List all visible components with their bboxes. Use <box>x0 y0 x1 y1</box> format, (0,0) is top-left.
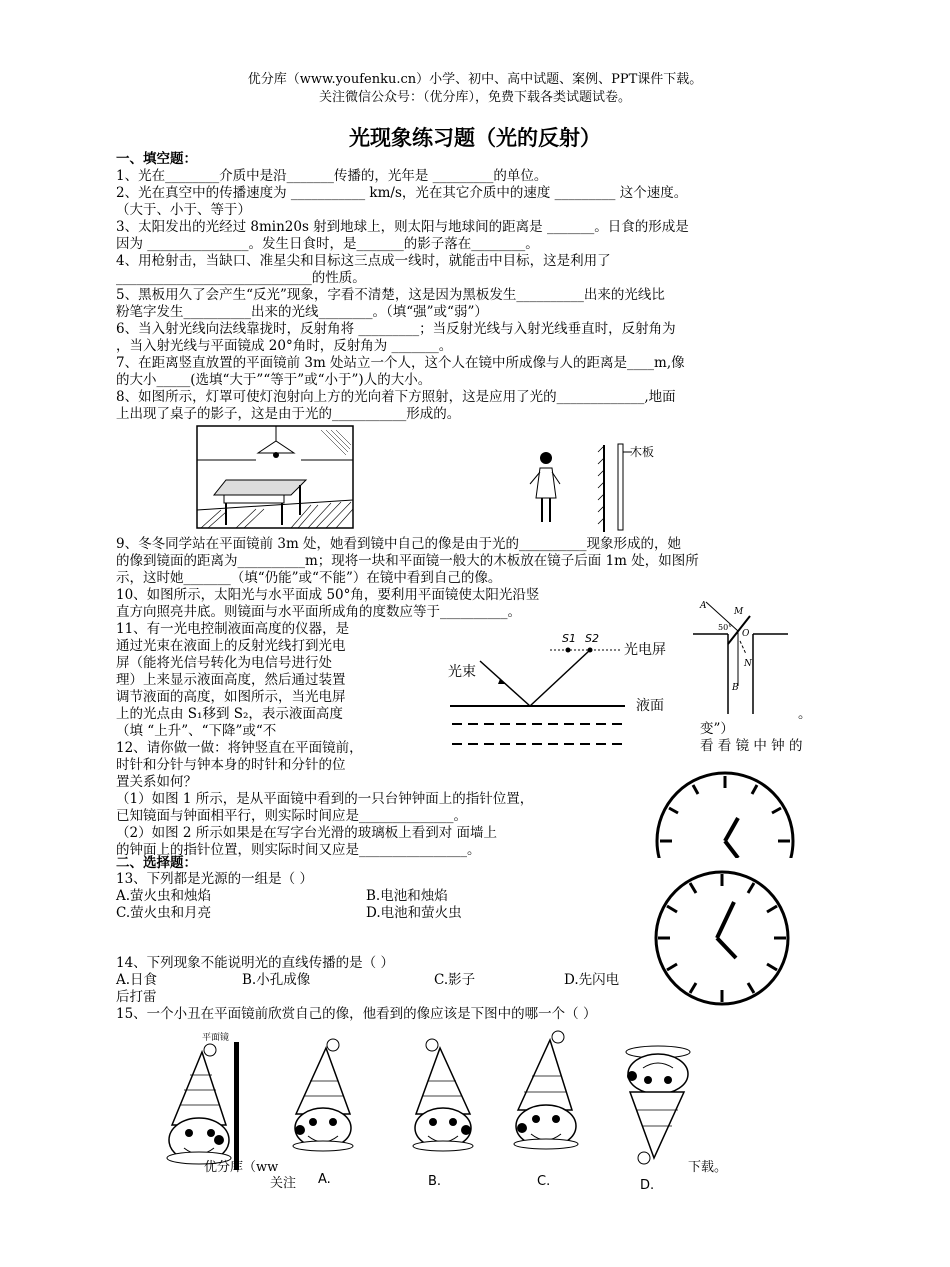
clown-option-a <box>288 1036 360 1156</box>
question-line: 2、光在真空中的传播速度为 ___________ km/s，光在其它介质中的速度 _________ 这个速度。 <box>116 185 688 201</box>
section-fill-blank: 一、填空题： <box>116 151 197 167</box>
question-line: 上出现了桌子的影子，这是由于光的___________形成的。 <box>116 406 461 422</box>
question-13: 13、下列都是光源的一组是（ ） <box>116 871 313 887</box>
question-line: 的像到镜面的距离为__________m；现将一块和平面镜一般大的木板放在镜子后面 1m 处，如图所 <box>116 553 699 569</box>
screen-label: 光电屏 <box>624 642 666 658</box>
footer-left-2: 关注 <box>270 1176 297 1191</box>
header-line-1: 优分库（www.youfenku.cn）小学、初中、高中试题、案例、PPT课件下载。 <box>247 72 703 87</box>
clown-caption-b: B. <box>428 1174 442 1189</box>
question-line: （大于、小于、等于） <box>116 202 251 218</box>
question-line: 1、光在________介质中是沿_______传播的，光年是 _________的单位。 <box>116 168 548 184</box>
page-title: 光现象练习题（光的反射） <box>349 126 601 150</box>
clown-caption-d: D. <box>640 1178 655 1193</box>
question-line: 的大小_____(选填“大于”“等于”或“小于”)人的大小。 <box>116 372 432 388</box>
clock-figure-1 <box>650 766 800 858</box>
label-angle: 50° <box>718 623 733 632</box>
question-line: 4、用枪射击，当缺口、准星尖和目标这三点成一线时，就能击中目标，这是利用了 <box>116 253 611 269</box>
option-d: D.先闪电 <box>564 972 620 988</box>
clown-option-c <box>506 1030 586 1154</box>
question-line: （2）如图 2 所示如果是在写字台光滑的玻璃板上看到对 面墙上 <box>116 825 498 841</box>
clock-figure-2 <box>652 868 792 1008</box>
beam-label: 光束 <box>448 664 476 680</box>
question-line: 12、请你做一做：将钟竖直在平面镜前， <box>116 740 363 756</box>
question-line: 调节液面的高度，如图所示，当光电屏 <box>116 689 346 705</box>
label-a: A <box>700 601 707 611</box>
question-14: 14、下列现象不能说明光的直线传播的是（ ） <box>116 955 394 971</box>
question-line: 的钟面上的指针位置，则实际时间又应是________________。 <box>116 842 481 858</box>
question-line: ，当入射光线与平面镜成 20°角时，反射角为 _______。 <box>116 338 453 354</box>
question-line: 直方向照亮井底。则镜面与水平面所成角的度数应等于__________。 <box>116 604 521 620</box>
question-line: 因为 _______________。发生日食时，是_______的影子落在________。 <box>116 236 539 252</box>
clown-option-d <box>618 1040 698 1168</box>
well-mirror-figure <box>688 596 798 716</box>
board-label: 木板 <box>630 445 655 459</box>
option-a: A.萤火虫和烛焰 <box>116 888 212 904</box>
footer-left: 优分库（ww <box>204 1160 279 1175</box>
question-15: 15、一个小丑在平面镜前欣赏自己的像，他看到的像应该是下图中的哪一个（ ） <box>116 1006 597 1022</box>
option-b: B.小孔成像 <box>242 972 311 988</box>
option-c: C.萤火虫和月亮 <box>116 905 212 921</box>
question-line-end: 变”） <box>700 721 734 737</box>
liquid-label: 液面 <box>636 698 664 714</box>
question-line-dot: 。 <box>798 706 812 722</box>
question-line: 置关系如何？ <box>116 774 197 790</box>
s1-label: S1 <box>562 632 576 645</box>
label-b: B <box>732 683 739 693</box>
question-line: 上的光点由 S₁移到 S₂，表示液面高度 <box>116 706 343 722</box>
light-sensor-figure <box>440 626 690 754</box>
question-line: 10、如图所示，太阳光与水平面成 50°角，要利用平面镜使太阳光沿竖 <box>116 587 540 603</box>
question-line: （填 “上升”、“下降”或“不 <box>116 723 277 739</box>
question-line: 粉笔字发生__________出来的光线________。（填“强”或“弱”） <box>116 304 488 320</box>
option-b: B.电池和烛焰 <box>366 888 448 904</box>
question-line: 时针和分针与钟本身的时针和分针的位 <box>116 757 346 773</box>
question-line: 3、太阳发出的光经过 8min20s 射到地球上，则太阳与地球间的距离是 _______。日食的形成是 <box>116 219 689 235</box>
question-line-right: 看 看 镜 中 钟 的 <box>700 738 803 754</box>
header-line-2: 关注微信公众号：（优分库），免费下载各类试题试卷。 <box>318 90 631 105</box>
lamp-table-figure <box>196 425 354 529</box>
label-m: M <box>734 607 744 617</box>
question-line: 理）上来显示液面高度，然后通过装置 <box>116 672 346 688</box>
s2-label: S2 <box>585 632 599 645</box>
section-choice: 二、选择题： <box>116 855 197 871</box>
question-line: （1）如图 1 所示，是从平面镜中看到的一只台钟钟面上的指针位置， <box>116 791 534 807</box>
option-c: C.影子 <box>434 972 476 988</box>
label-n: N <box>744 659 752 669</box>
clown-option-b <box>406 1036 478 1156</box>
question-line: 已知镜面与钟面相平行，则实际时间应是______________。 <box>116 808 467 824</box>
clown-original-figure <box>162 1030 252 1170</box>
question-line: 11、有一光电控制液面高度的仪器，是 <box>116 621 350 637</box>
girl-mirror-board-figure <box>520 440 670 532</box>
label-o: O <box>742 629 750 639</box>
question-line: _____________________________的性质。 <box>116 270 366 286</box>
clown-caption-a: A. <box>318 1172 331 1187</box>
question-line: 屏（能将光信号转化为电信号进行处 <box>116 655 332 671</box>
question-line: 通过光束在液面上的反射光线打到光电 <box>116 638 346 654</box>
question-line: 7、在距离竖直放置的平面镜前 3m 处站立一个人，这个人在镜中所成像与人的距离是____m,像 <box>116 355 685 371</box>
mirror-label: 平面镜 <box>202 1033 230 1043</box>
footer-right: 下载。 <box>688 1160 728 1175</box>
question-line: 后打雷 <box>116 989 157 1005</box>
option-a: A.日食 <box>116 972 158 988</box>
clown-caption-c: C. <box>537 1174 551 1189</box>
question-line: 5、黑板用久了会产生“反光”现象，字看不清楚，这是因为黑板发生__________出来的光线比 <box>116 287 665 303</box>
option-d: D.电池和萤火虫 <box>366 905 462 921</box>
question-line: 9、冬冬同学站在平面镜前 3m 处，她看到镜中自己的像是由于光的__________现象形成的，她 <box>116 536 682 552</box>
question-line: 示，这时她_______（填“仍能”或“不能”）在镜中看到自己的像。 <box>116 570 502 586</box>
question-line: 6、当入射光线向法线靠拢时，反射角将 _________；当反射光线与入射光线垂直时，反射角为 <box>116 321 676 337</box>
question-line: 8、如图所示，灯罩可使灯泡射向上方的光向着下方照射，这是应用了光的_____________,地面 <box>116 389 676 405</box>
